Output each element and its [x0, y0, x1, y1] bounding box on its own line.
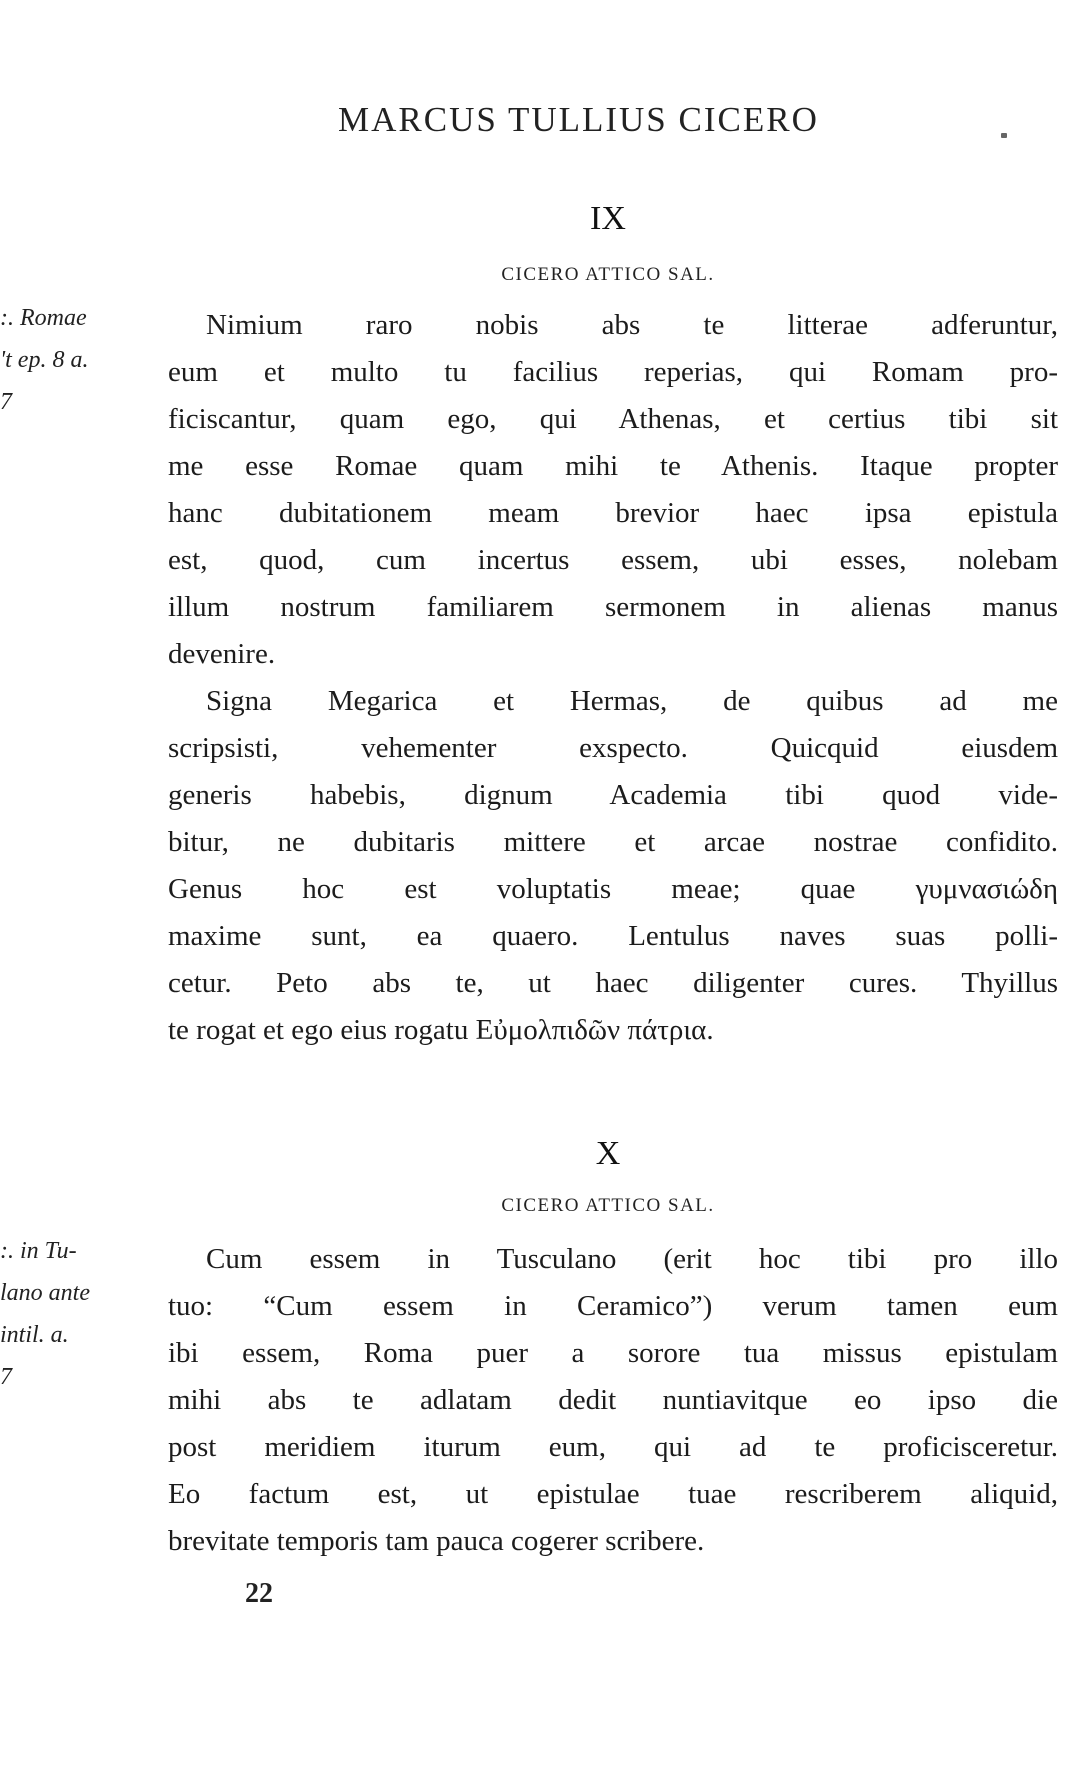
text-line: tuo: “Cum essem in Ceramico”) verum tamen eum	[168, 1290, 1058, 1322]
text-line: ficiscantur, quam ego, qui Athenas, et certius tibi sit	[168, 403, 1058, 435]
margin-note-x	[0, 1230, 150, 1398]
text-line: maxime sunt, ea quaero. Lentulus naves suas polli-	[168, 920, 1058, 952]
text-line: Genus hoc est voluptatis meae; quae γυμνασιώδη	[168, 873, 1058, 905]
text-line: mihi abs te adlatam dedit nuntiavitque eo ipso die	[168, 1384, 1058, 1416]
text-line: te rogat et ego eius rogatu Εὐμολπιδῶν πάτρια.	[168, 1014, 714, 1046]
text-line: ibi essem, Roma puer a sorore tua missus epistulam	[168, 1337, 1058, 1369]
letter-number-ix: IX	[590, 200, 626, 237]
letter-salutation-x: CICERO ATTICO SAL.	[501, 1195, 715, 1216]
margin-note-line: 't ep. 8 a.	[0, 347, 89, 373]
margin-note-line: intil. a.	[0, 1322, 69, 1348]
text-line: hanc dubitationem meam brevior haec ipsa epistula	[168, 497, 1058, 529]
page-number: 22	[245, 1578, 273, 1609]
margin-note-line: 7	[0, 389, 12, 415]
text-line: eum et multo tu facilius reperias, qui Romam pro-	[168, 356, 1058, 388]
ink-speck	[1001, 133, 1007, 138]
text-line: brevitate temporis tam pauca cogerer scribere.	[168, 1525, 705, 1557]
margin-note-line: lano ante	[0, 1280, 90, 1306]
letter-salutation-ix: CICERO ATTICO SAL.	[501, 264, 715, 285]
letter-number-x: X	[595, 1135, 621, 1172]
text-line: est, quod, cum incertus essem, ubi esses, nolebam	[168, 544, 1058, 576]
margin-note-line: :. Romae	[0, 305, 87, 331]
text-line: scripsisti, vehementer exspecto. Quicquid eiusdem	[168, 732, 1058, 764]
text-line: generis habebis, dignum Academia tibi quod vide-	[168, 779, 1058, 811]
text-line: Cum essem in Tusculano (erit hoc tibi pro illo	[206, 1243, 1058, 1275]
margin-note-line: 7	[0, 1364, 12, 1390]
letter-body-x	[168, 1236, 1058, 1565]
margin-note-line: :. in Tu-	[0, 1238, 77, 1264]
margin-note-ix	[0, 297, 150, 423]
text-line: bitur, ne dubitaris mittere et arcae nostrae confidito.	[168, 826, 1058, 858]
text-line: cetur. Peto abs te, ut haec diligenter cures. Thyillus	[168, 967, 1058, 999]
running-head: MARCUS TULLIUS CICERO	[338, 100, 819, 139]
text-line: Nimium raro nobis abs te litterae adferuntur,	[206, 309, 1058, 341]
text-line: post meridiem iturum eum, qui ad te proficisceretur.	[168, 1431, 1058, 1463]
text-line: illum nostrum familiarem sermonem in alienas manus	[168, 591, 1058, 623]
text-line: Eo factum est, ut epistulae tuae rescriberem aliquid,	[168, 1478, 1058, 1510]
text-line: me esse Romae quam mihi te Athenis. Itaque propter	[168, 450, 1058, 482]
text-line: devenire.	[168, 638, 276, 670]
letter-body-ix	[168, 302, 1058, 1054]
text-line: Signa Megarica et Hermas, de quibus ad me	[206, 685, 1058, 717]
